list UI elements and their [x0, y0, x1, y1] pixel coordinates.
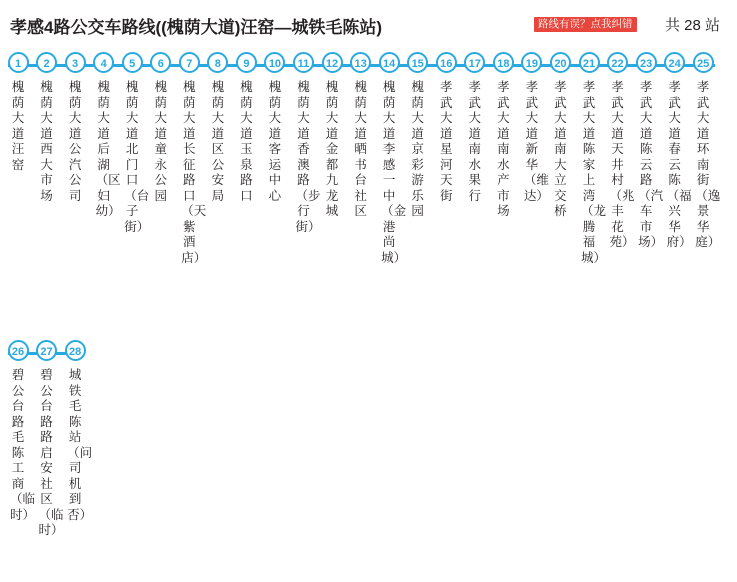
stop-number-marker: 2 — [36, 52, 57, 73]
stop-name-label: 槐荫大道区公安局 — [211, 80, 225, 203]
stop-name-label: 槐荫大道京彩游乐园 — [411, 80, 424, 218]
stop-number-marker: 16 — [436, 52, 457, 73]
stop-number-marker: 28 — [65, 340, 86, 361]
stop-name-label: 孝武大道新华（维达） — [523, 80, 549, 203]
stop-number-marker: 17 — [464, 52, 485, 73]
stop-number-marker: 20 — [550, 52, 571, 73]
stop-name-label: 孝武大道陈云路（汽车市场） — [638, 80, 664, 249]
stop-number-marker: 10 — [264, 52, 285, 73]
stop-name-label: 孝武大道春云陈（福兴华府） — [666, 80, 692, 249]
stop-number-marker: 3 — [65, 52, 86, 73]
stop-number-marker: 21 — [579, 52, 600, 73]
stop-name-label: 槐荫大道金都九龙城 — [325, 80, 339, 218]
stop-name-label: 孝武大道天井村（兆丰花苑） — [609, 80, 635, 249]
stop-name-label: 碧公台路路启安社区（临时） — [38, 368, 64, 537]
stop-name-label: 孝武大道环南街（逸景华庭） — [695, 80, 721, 249]
stop-name-label: 槐荫大道北门口（台子街） — [124, 80, 150, 234]
route-stop[interactable] — [53, 340, 97, 523]
stop-number-marker: 6 — [150, 52, 171, 73]
report-error-button[interactable]: 路线有误？点我纠错 — [534, 17, 637, 32]
stop-number-marker: 15 — [407, 52, 428, 73]
stop-name-label: 槐荫大道香澳路（步行街） — [295, 80, 321, 234]
stop-number-marker: 23 — [636, 52, 657, 73]
stop-name-label: 孝武大道陈家上湾（龙腾福城） — [581, 80, 607, 265]
stop-number-marker: 27 — [36, 340, 57, 361]
stop-name-label: 槐荫大道童永公园 — [154, 80, 167, 203]
stop-name-label: 孝武大道南水果行 — [468, 80, 482, 203]
stop-number-marker: 4 — [93, 52, 114, 73]
stop-number-marker: 14 — [379, 52, 400, 73]
stop-number-marker: 9 — [236, 52, 257, 73]
stop-name-label: 槐荫大道西大市场 — [40, 80, 53, 203]
stop-number-marker: 8 — [207, 52, 228, 73]
stop-number-marker: 13 — [350, 52, 371, 73]
stop-name-label: 槐荫大道公汽公司 — [68, 80, 82, 203]
stop-name-label: 孝武大道南大立交桥 — [554, 80, 567, 218]
stop-number-marker: 18 — [493, 52, 514, 73]
stop-number-marker: 26 — [8, 340, 29, 361]
stop-name-label: 城铁毛陈站（问司机到否） — [67, 368, 93, 522]
stop-number-marker: 1 — [8, 52, 29, 73]
stop-count-label: 共 28 站 — [665, 17, 721, 34]
stop-name-label: 槐荫大道汪窑 — [11, 80, 25, 172]
stop-name-label: 槐荫大道长征路口（天紫酒店） — [181, 80, 207, 265]
stop-number-marker: 11 — [293, 52, 314, 73]
stop-number-marker: 25 — [693, 52, 714, 73]
stop-name-label: 槐荫大道李感一中（金港尚城） — [381, 80, 407, 265]
stop-name-label: 孝武大道南水产市场 — [497, 80, 510, 218]
stop-name-label: 槐荫大道玉泉路口 — [240, 80, 253, 203]
stop-number-marker: 24 — [664, 52, 685, 73]
stop-name-label: 槐荫大道客运中心 — [268, 80, 282, 203]
stop-number-marker: 5 — [122, 52, 143, 73]
stop-number-marker: 22 — [607, 52, 628, 73]
stop-number-marker: 19 — [521, 52, 542, 73]
stop-number-marker: 12 — [322, 52, 343, 73]
page-title: 孝感4路公交车路线((槐荫大道)汪窑—城铁毛陈站) — [10, 18, 383, 37]
stop-name-label: 槐荫大道晒书台社区 — [354, 80, 367, 218]
route-stop[interactable] — [681, 52, 725, 251]
stop-name-label: 槐荫大道后湖（区妇幼） — [95, 80, 121, 218]
stop-name-label: 碧公台路毛陈工商（临时） — [10, 368, 36, 522]
stop-number-marker: 7 — [179, 52, 200, 73]
stop-name-label: 孝武大道星河天街 — [439, 80, 453, 203]
header — [0, 8, 737, 42]
